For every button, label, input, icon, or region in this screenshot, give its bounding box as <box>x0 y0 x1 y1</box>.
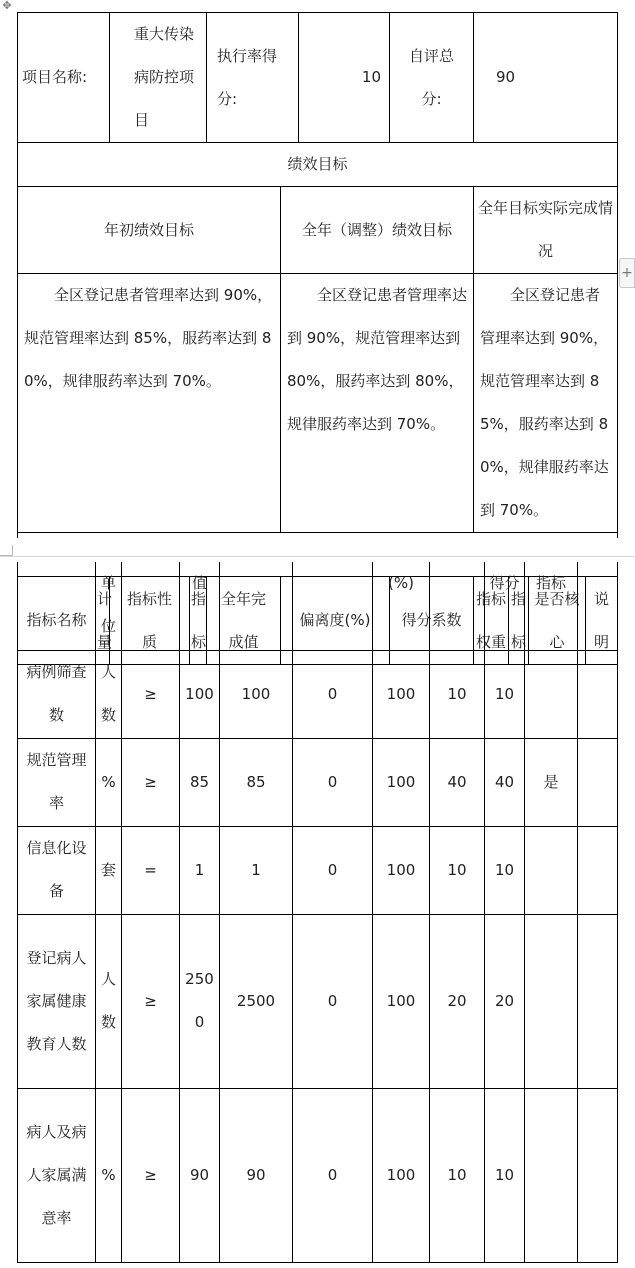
ind-header-weight: 指标权重 <box>474 577 509 665</box>
project-name-value: 重大传染病防控项目 <box>110 13 207 143</box>
row-coef: 100 <box>373 914 430 1088</box>
ind-header-core: 是否核心 <box>529 577 586 665</box>
row-name: 规范管理率 <box>18 738 96 826</box>
row-weight: 10 <box>430 1088 485 1262</box>
row-completed: 85 <box>220 738 293 826</box>
add-column-plus-icon[interactable]: + <box>619 258 635 288</box>
performance-table-page2 <box>17 562 618 1263</box>
row-weight: 10 <box>430 650 485 738</box>
row-coef: 100 <box>373 826 430 914</box>
table-row <box>18 1088 618 1262</box>
row-score: 10 <box>485 650 525 738</box>
self-score-label: 自评总分: <box>390 13 474 143</box>
row-deviation: 0 <box>293 914 373 1088</box>
row-name: 病人及病人家属满意率 <box>18 1088 96 1262</box>
row-coef: 100 <box>373 650 430 738</box>
table-row <box>18 738 618 826</box>
goal-header-initial: 年初绩效目标 <box>18 187 281 274</box>
row-deviation: 0 <box>293 826 373 914</box>
row-core: 是 <box>525 738 578 826</box>
ind-header2-unit: 单位 <box>96 562 122 650</box>
row-score: 10 <box>485 1088 525 1262</box>
ind-header2-nature <box>122 562 180 650</box>
self-score-value: 90 <box>474 13 618 143</box>
ind-header-coef: 得分系数 <box>390 577 474 665</box>
row-nature: = <box>122 826 180 914</box>
row-completed: 100 <box>220 650 293 738</box>
row-note <box>578 826 618 914</box>
row-score: 10 <box>485 826 525 914</box>
row-score: 20 <box>485 914 525 1088</box>
indicator-header-continued <box>18 562 618 650</box>
ind-header-completed: 全年完成值 <box>207 577 281 665</box>
table-row <box>18 650 618 738</box>
row-unit: % <box>96 1088 122 1262</box>
row-core <box>525 914 578 1088</box>
row-note <box>578 738 618 826</box>
row-weight: 20 <box>430 914 485 1088</box>
goal-header-adjusted: 全年（调整）绩效目标 <box>281 187 474 274</box>
project-name-label: 项目名称: <box>18 13 110 143</box>
row-deviation: 0 <box>293 738 373 826</box>
goal-actual-text: 全区登记患者管理率达到 90%，规范管理率达到 85%，服药率达到 80%，规律服药率达到 70%。 <box>474 274 618 533</box>
row-note <box>578 650 618 738</box>
ind-header2-note <box>578 562 618 650</box>
row-unit: % <box>96 738 122 826</box>
row-nature: ≥ <box>122 914 180 1088</box>
row-completed: 1 <box>220 826 293 914</box>
exec-rate-score: 10 <box>299 13 390 143</box>
row-name: 信息化设备 <box>18 826 96 914</box>
row-target: 85 <box>180 738 220 826</box>
ind-header2-deviation <box>293 562 373 650</box>
page-break <box>0 538 635 562</box>
goal-header-actual: 全年目标实际完成情况 <box>474 187 618 274</box>
row-unit: 人数 <box>96 650 122 738</box>
row-deviation: 0 <box>293 650 373 738</box>
ind-header2-target: 值 <box>180 562 220 650</box>
row-target: 1 <box>180 826 220 914</box>
page-edge-line <box>0 556 635 557</box>
row-nature: ≥ <box>122 1088 180 1262</box>
ind-header-unit: 计量 <box>96 577 110 665</box>
ind-header2-completed <box>220 562 293 650</box>
row-coef: 100 <box>373 1088 430 1262</box>
row-core <box>525 826 578 914</box>
row-note <box>578 1088 618 1262</box>
ind-header2-name <box>18 562 96 650</box>
table-row <box>18 914 618 1088</box>
goals-header-row <box>18 187 618 274</box>
table-row <box>18 826 618 914</box>
project-row <box>18 13 618 143</box>
ind-header-target: 指标 <box>190 577 207 665</box>
goals-content-row <box>18 274 618 533</box>
ind-header-nature: 指标性质 <box>110 577 190 665</box>
goal-adjusted-text: 全区登记患者管理率达到 90%，规范管理率达到 80%，服药率达到 80%，规律服药率达到 70%。 <box>281 274 474 533</box>
row-score: 40 <box>485 738 525 826</box>
row-unit: 套 <box>96 826 122 914</box>
table-move-handle-icon[interactable]: ✥ <box>2 0 12 12</box>
row-deviation: 0 <box>293 1088 373 1262</box>
row-target: 90 <box>180 1088 220 1262</box>
exec-rate-label: 执行率得分: <box>207 13 299 143</box>
goal-initial-text: 全区登记患者管理率达到 90%，规范管理率达到 85%，服药率达到 80%，规律服药率达到 70%。 <box>18 274 281 533</box>
page-corner-mark <box>0 545 13 556</box>
row-target: 100 <box>180 650 220 738</box>
row-nature: ≥ <box>122 738 180 826</box>
row-unit: 人数 <box>96 914 122 1088</box>
ind-header2-score: 得分 <box>485 562 525 650</box>
ind-header2-coef: (%) <box>373 562 430 650</box>
row-core <box>525 1088 578 1262</box>
row-nature: ≥ <box>122 650 180 738</box>
ind-header-score: 指标 <box>509 577 529 665</box>
ind-header2-weight <box>430 562 485 650</box>
ind-header-name: 指标名称 <box>18 577 96 665</box>
ind-header-note: 说明 <box>586 577 618 665</box>
row-name: 登记病人家属健康教育人数 <box>18 914 96 1088</box>
row-coef: 100 <box>373 738 430 826</box>
row-completed: 2500 <box>220 914 293 1088</box>
goals-section-title: 绩效目标 <box>18 143 618 187</box>
row-completed: 90 <box>220 1088 293 1262</box>
ind-header2-core: 指标 <box>525 562 578 650</box>
row-weight: 10 <box>430 826 485 914</box>
row-target: 2500 <box>180 914 220 1088</box>
row-name: 病例筛查数 <box>18 650 96 738</box>
ind-header-deviation: 偏离度(%) <box>281 577 390 665</box>
row-note <box>578 914 618 1088</box>
row-weight: 40 <box>430 738 485 826</box>
row-core <box>525 650 578 738</box>
